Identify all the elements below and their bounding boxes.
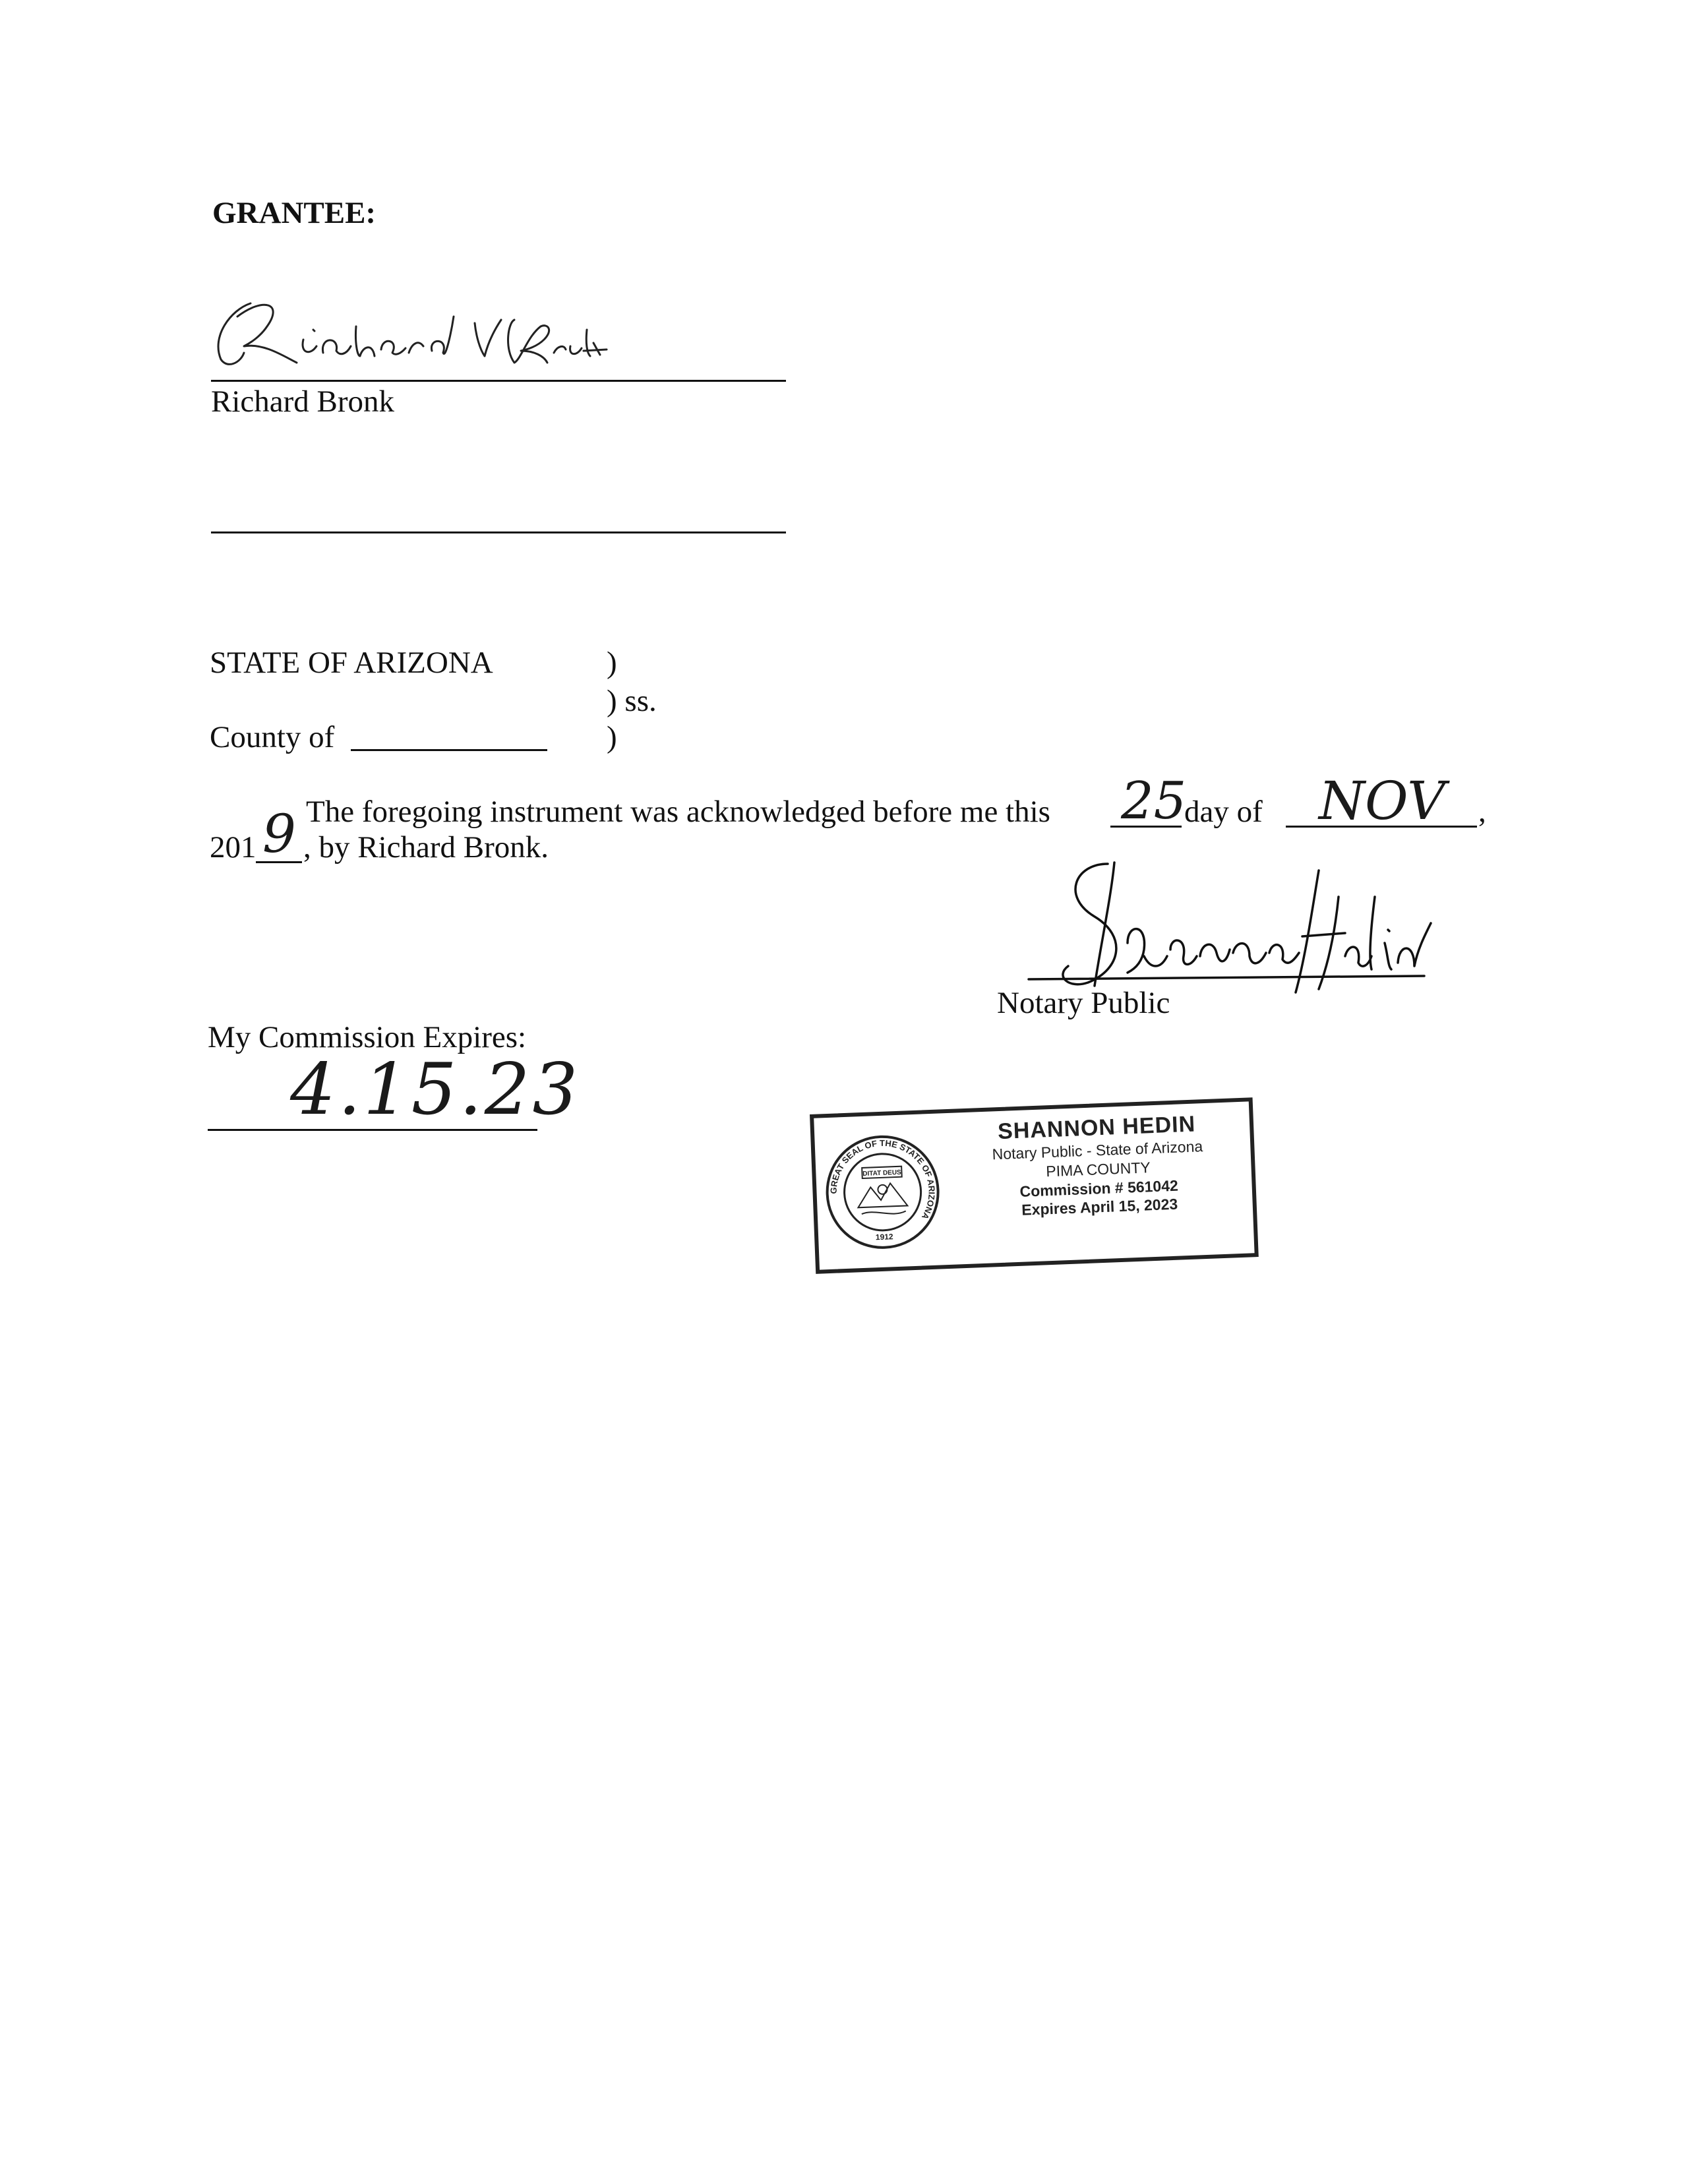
- month-handwritten: NOV: [1319, 770, 1445, 832]
- grantee-signature: [204, 290, 600, 376]
- county-blank-line: [351, 749, 547, 751]
- notary-public-label: Notary Public: [997, 986, 1170, 1020]
- seal-year: 1912: [875, 1232, 893, 1242]
- svg-text:GREAT SEAL OF THE STATE OF ARI: [826, 1136, 938, 1225]
- stamp-line-expires: Expires April 15, 2023: [1021, 1195, 1178, 1219]
- day-of-label: day of: [1184, 795, 1263, 829]
- ack-line1-text: The foregoing instrument was acknowledged before me this: [306, 795, 1050, 829]
- day-handwritten: 25: [1121, 772, 1187, 831]
- venue-paren-3: ): [607, 720, 617, 754]
- stamp-line-county: PIMA COUNTY: [1045, 1158, 1151, 1180]
- arizona-seal-icon: [822, 1132, 943, 1253]
- seal-motto: DITAT DEUS: [862, 1168, 901, 1178]
- seal-ring-text: GREAT SEAL OF THE STATE OF ARIZONA: [828, 1138, 937, 1221]
- month-comma: ,: [1478, 795, 1486, 829]
- state-label: STATE OF ARIZONA: [210, 646, 493, 680]
- notary-signature: [1029, 857, 1437, 996]
- year-prefix: 201: [210, 830, 256, 864]
- ack-line2-text: , by Richard Bronk.: [303, 830, 549, 864]
- commission-date-handwritten: 4.15.23: [290, 1048, 581, 1131]
- venue-paren-1: ): [607, 646, 617, 680]
- grantee-name: Richard Bronk: [211, 384, 395, 419]
- stamp-line-state: Notary Public - State of Arizona: [992, 1138, 1203, 1163]
- county-label: County of: [210, 720, 335, 754]
- second-signature-line: [211, 531, 786, 533]
- stamp-notary-name: SHANNON HEDIN: [997, 1111, 1196, 1145]
- venue-paren-ss: ) ss.: [607, 684, 657, 718]
- grantee-signature-line: [211, 380, 786, 382]
- notary-stamp: [810, 1097, 1259, 1274]
- grantee-heading: GRANTEE:: [212, 196, 377, 230]
- year-handwritten: 9: [262, 803, 296, 864]
- stamp-line-commission: Commission # 561042: [1019, 1176, 1179, 1200]
- commission-label: My Commission Expires:: [208, 1020, 527, 1054]
